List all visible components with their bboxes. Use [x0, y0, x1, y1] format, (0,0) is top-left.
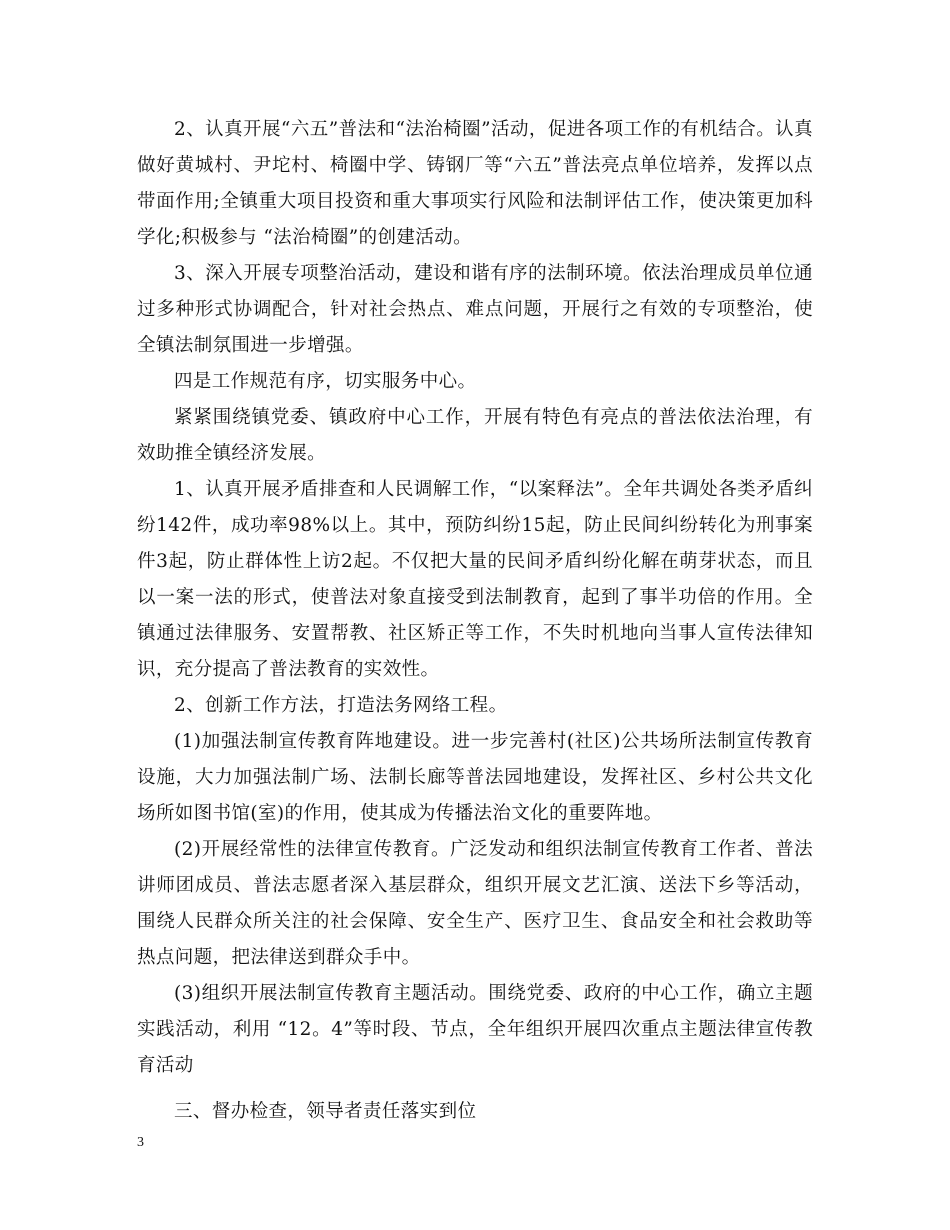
- section-heading-4-standardized-work: 四是工作规范有序，切实服务中心。: [174, 371, 477, 392]
- paragraph-3-special-rectification: 3、深入开展专项整治活动，建设和谐有序的法制环境。依法治理成员单位通过多种形式协调配合，针对社会热点、难点问题，开展行之有效的专项整治，使全镇法制氛围进一步增强。: [137, 263, 813, 356]
- paragraph-2-innovate-methods: 2、创新工作方法，打造法务网络工程。: [174, 695, 508, 716]
- paragraph-1-dispute-mediation: 1、认真开展矛盾排查和人民调解工作，“以案释法”。全年共调处各类矛盾纠纷142件，成功率98%以上。其中，预防纠纷15起，防止民间纠纷转化为刑事案件3起，防止群体性上访2起。不仅把大量的民间矛盾纠纷化解在萌芽状态，而且以一案一法的形式，使普法对象直接受到法制教育，起到了事半功倍的作用。全镇通过法律服务、安置帮教、社区矫正等工作，不失时机地向当事人宣传法律知识，充分提高了普法教育的实效性。: [137, 479, 813, 680]
- paragraph-center-work: 紧紧围绕镇党委、镇政府中心工作，开展有特色有亮点的普法依法治理，有效助推全镇经济发展。: [137, 407, 813, 464]
- paragraph-sub-2-regular-education: (2)开展经常性的法律宣传教育。广泛发动和组织法制宣传教育工作者、普法讲师团成员、普法志愿者深入基层群众，组织开展文艺汇演、送法下乡等活动，围绕人民群众所关注的社会保障、安全生产、医疗卫生、食品安全和社会救助等热点问题，把法律送到群众手中。: [137, 839, 813, 968]
- page-number: 3: [137, 1135, 144, 1150]
- paragraph-sub-1-publicity-base: (1)加强法制宣传教育阵地建设。进一步完善村(社区)公共场所法制宣传教育设施，大力加强法制广场、法制长廊等普法园地建设，发挥社区、乡村公共文化场所如图书馆(室)的作用，使其成为传播法治文化的重要阵地。: [137, 731, 813, 824]
- section-heading-3-supervision: 三、督办检查，领导者责任落实到位: [174, 1101, 477, 1122]
- paragraph-sub-3-theme-activities: (3)组织开展法制宣传教育主题活动。围绕党委、政府的中心工作，确立主题实践活动，利用 “12。4”等时段、节点，全年组织开展四次重点主题法律宣传教育活动: [137, 983, 813, 1076]
- paragraph-2-liuwu-activity: 2、认真开展“六五”普法和“法治椅圈”活动，促进各项工作的有机结合。认真做好黄城村、尹坨村、椅圈中学、铸钢厂等“六五”普法亮点单位培养，发挥以点带面作用;全镇重大项目投资和重大事项实行风险和法制评估工作，使决策更加科学化;积极参与 “法治椅圈”的创建活动。: [137, 119, 813, 248]
- document-body: [137, 112, 813, 1130]
